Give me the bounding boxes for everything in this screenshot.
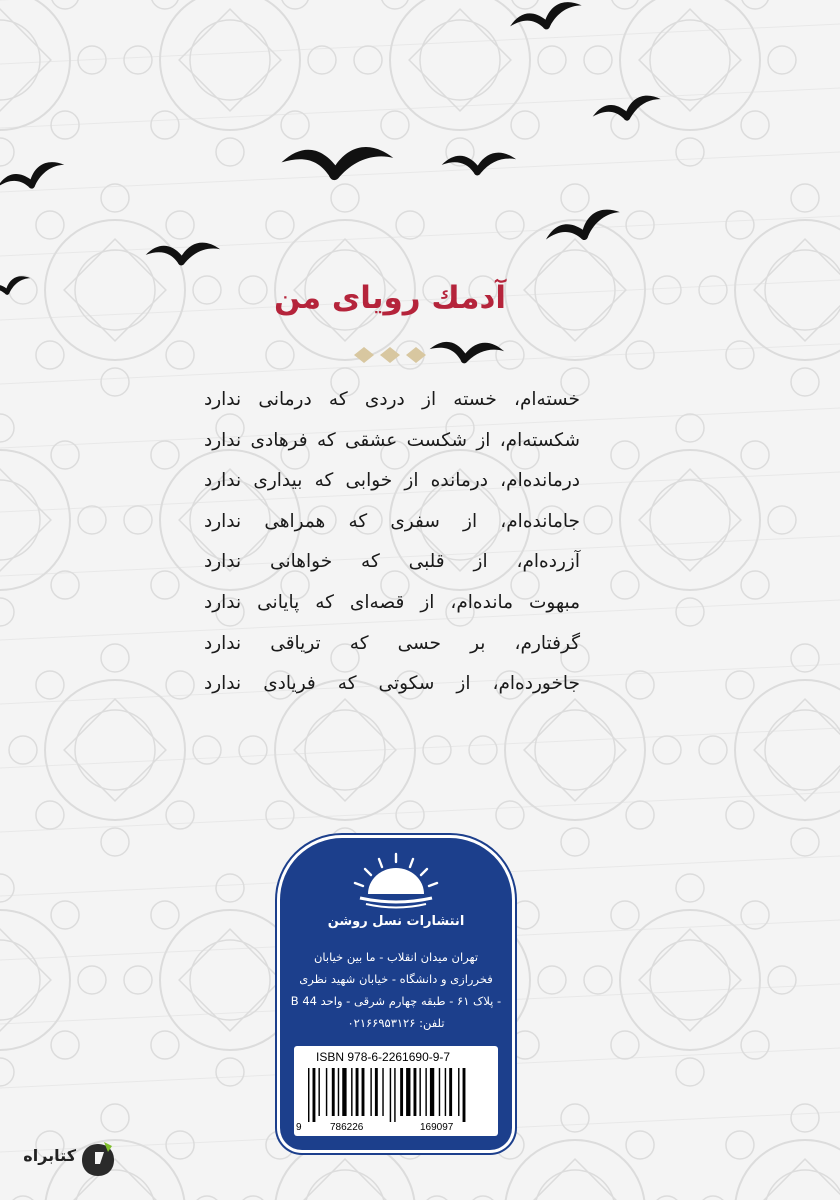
poem-line: مبهوت مانده‌ام، از قصه‌ای که پایانی ندارد	[204, 591, 580, 613]
book-title: آدمك رويای من	[273, 280, 507, 316]
flying-birds-illustration	[0, 0, 840, 400]
barcode-digit: 9	[296, 1122, 302, 1133]
poem-line: گرفتارم، بر حسی که تریاقی ندارد	[204, 632, 580, 654]
isbn-label: ISBN 978-6-2261690-9-7	[316, 1050, 451, 1064]
address-line: - پلاک ۶۱ - طبقه چهارم شرقی - واحد 44 B	[290, 994, 502, 1008]
barcode-bars	[304, 1068, 488, 1122]
address-line: فخررازی و دانشگاه - خیابان شهید نظری	[299, 972, 493, 986]
bird-silhouette	[591, 94, 663, 124]
bird-silhouette	[542, 207, 624, 248]
address-line: تهران میدان انقلاب - ما بین خیابان	[313, 950, 479, 964]
isbn-barcode	[294, 1046, 498, 1136]
barcode-digit: 786226	[330, 1122, 364, 1133]
poem-line: آزرده‌ام، از قلبی که خواهانی ندارد	[204, 551, 580, 573]
bird-silhouette	[280, 138, 394, 186]
poem-line: جاخورده‌ام، از سکوتی که فریادی ندارد	[204, 673, 580, 695]
store-name: کتابراه	[23, 1146, 76, 1165]
poem-line: خسته‌ام، خسته از دردی که درمانی ندارد	[204, 389, 580, 410]
bird-silhouette	[0, 275, 32, 299]
bird-silhouette	[508, 0, 584, 34]
bird-silhouette	[0, 160, 67, 195]
barcode-digit: 169097	[420, 1122, 454, 1133]
bird-silhouette	[441, 149, 516, 178]
publisher-name: انتشارات نسل روشن	[327, 914, 465, 929]
bird-silhouette	[428, 333, 505, 370]
store-badge-icon	[78, 1140, 118, 1180]
bird-silhouette	[145, 239, 220, 268]
publisher-imprint	[280, 838, 512, 1150]
publisher-address	[290, 946, 502, 1034]
poem-line: درمانده‌ام، درمانده از خوابی که بیداری ندارد	[204, 470, 580, 492]
poem-line: جامانده‌ام، از سفری که همراهی ندارد	[204, 510, 580, 532]
store-logo	[16, 1138, 136, 1180]
address-phone: تلفن: ۰۲۱۶۶۹۵۳۱۲۶	[347, 1016, 445, 1030]
poem	[204, 380, 580, 705]
diamond-ornament-icon	[352, 346, 432, 364]
poem-line: شکسته‌ام، از شکست عشقی که فرهادی ندارد	[204, 429, 580, 451]
sunrise-logo-icon	[346, 850, 446, 914]
